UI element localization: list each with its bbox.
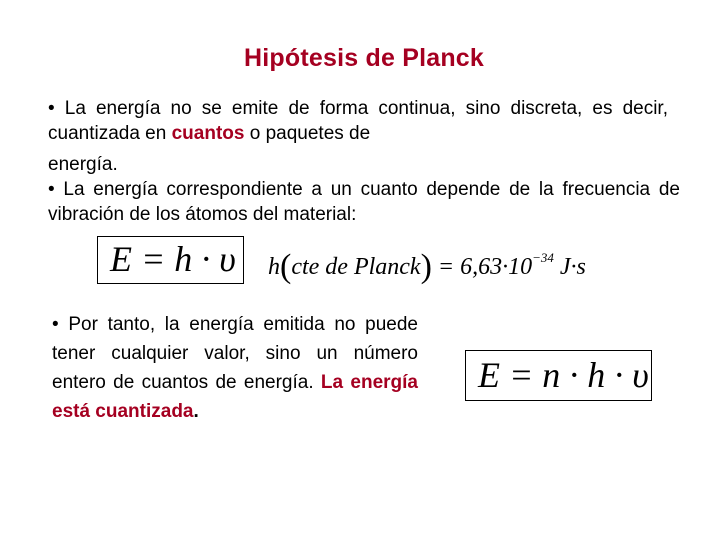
paragraph-quantization bbox=[48, 96, 668, 146]
bullet-icon: • bbox=[48, 179, 55, 200]
bullet-icon: • bbox=[48, 98, 55, 119]
paragraph1-text-after: o paquetes de bbox=[244, 123, 371, 144]
highlight-cuantizada: La energía está cuantizada bbox=[52, 372, 418, 422]
bullet-icon: • bbox=[52, 314, 59, 335]
planck-units: J·s bbox=[553, 254, 586, 280]
equation-energy-quantum: E = h · υ bbox=[110, 239, 236, 279]
paragraph1-last-line: energía. bbox=[48, 154, 118, 175]
equation-total-energy-box bbox=[465, 350, 652, 401]
paragraph3-text: Por tanto, la energía emitida no puede tener cualquier valor, sino un número entero de cuantos de energía. bbox=[52, 314, 418, 393]
paragraph-conclusion bbox=[52, 310, 418, 426]
slide-title: Hipótesis de Planck bbox=[244, 44, 484, 72]
paragraph2-text: La energía correspondiente a un cuanto depende de la frecuencia de vibración de los átomos del material: bbox=[48, 179, 680, 225]
paragraph-frequency bbox=[48, 177, 680, 227]
planck-constant-value: = 6,63·10 bbox=[431, 254, 533, 280]
planck-constant-label: cte de Planck bbox=[291, 254, 421, 280]
paren-open: ( bbox=[280, 248, 292, 285]
highlight-cuantos: cuantos bbox=[171, 123, 245, 144]
paren-close: ) bbox=[420, 248, 432, 285]
equation-planck-constant bbox=[268, 236, 586, 289]
paragraph1-text: La energía no se emite de forma continua, sino discreta, es decir, cuantizada en bbox=[48, 98, 668, 144]
paragraph3-tail: . bbox=[193, 401, 199, 422]
equation-total-energy: E = n · h · υ bbox=[478, 355, 649, 395]
planck-symbol: h bbox=[268, 254, 280, 280]
equation-energy-quantum-box bbox=[97, 236, 244, 284]
planck-exponent: −34 bbox=[532, 250, 554, 265]
